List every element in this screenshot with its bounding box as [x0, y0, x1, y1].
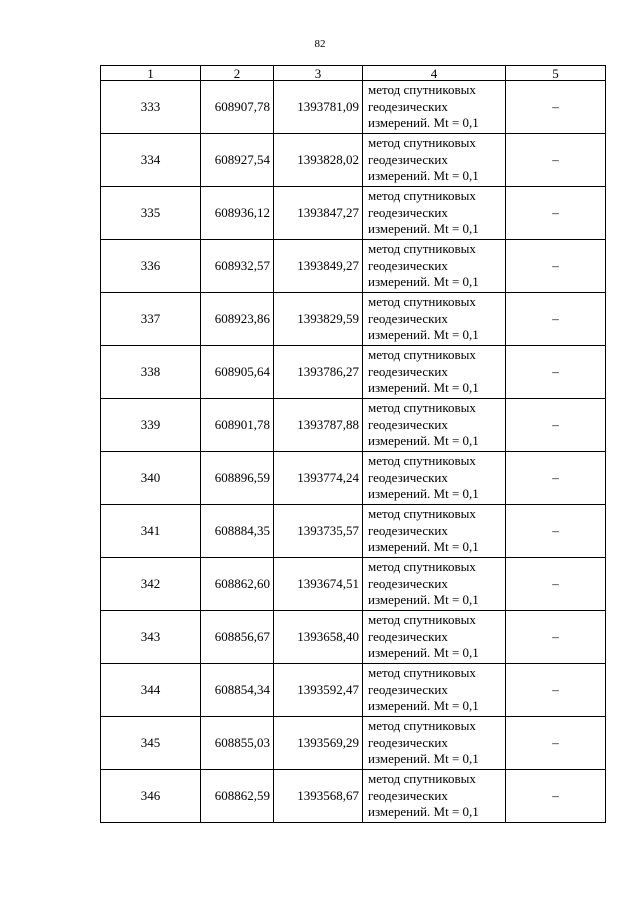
- method-text-line: измерений. Mt = 0,1: [368, 592, 479, 607]
- point-number-cell: 346: [101, 770, 201, 823]
- table-row: [101, 240, 606, 293]
- point-number-cell: 333: [101, 81, 201, 134]
- method-text-line: измерений. Mt = 0,1: [368, 486, 479, 501]
- table-row: [101, 81, 606, 134]
- method-text-line: геодезических: [368, 681, 448, 697]
- method-text-line: метод спутниковых: [368, 347, 476, 362]
- method-text-line: метод спутниковых: [368, 453, 476, 468]
- method-text-line: измерений. Mt = 0,1: [368, 645, 479, 660]
- method-text-line: метод спутниковых: [368, 718, 476, 733]
- method-text-line: геодезических: [368, 257, 448, 273]
- method-text-line: измерений. Mt = 0,1: [368, 539, 479, 554]
- note-cell: –: [506, 505, 606, 558]
- y-coordinate-cell: 1393735,57: [274, 505, 363, 558]
- y-coordinate-cell: 1393592,47: [274, 664, 363, 717]
- x-coordinate-cell: 608856,67: [201, 611, 274, 664]
- note-cell: –: [506, 293, 606, 346]
- x-coordinate-cell: 608862,59: [201, 770, 274, 823]
- column-header: 1: [101, 66, 201, 81]
- y-coordinate-cell: 1393674,51: [274, 558, 363, 611]
- column-header: 4: [363, 66, 506, 81]
- method-cell: [363, 717, 506, 770]
- method-text-line: измерений. Mt = 0,1: [368, 327, 479, 342]
- x-coordinate-cell: 608936,12: [201, 187, 274, 240]
- method-text-line: геодезических: [368, 522, 448, 538]
- y-coordinate-cell: 1393849,27: [274, 240, 363, 293]
- point-number-cell: 334: [101, 134, 201, 187]
- y-coordinate-cell: 1393787,88: [274, 399, 363, 452]
- point-number-cell: 341: [101, 505, 201, 558]
- note-cell: –: [506, 717, 606, 770]
- x-coordinate-cell: 608923,86: [201, 293, 274, 346]
- note-cell: –: [506, 664, 606, 717]
- table-row: [101, 505, 606, 558]
- method-text-line: геодезических: [368, 98, 448, 114]
- note-cell: –: [506, 187, 606, 240]
- method-text-line: геодезических: [368, 469, 448, 485]
- table-row: [101, 770, 606, 823]
- method-cell: [363, 505, 506, 558]
- y-coordinate-cell: 1393774,24: [274, 452, 363, 505]
- method-text-line: метод спутниковых: [368, 559, 476, 574]
- y-coordinate-cell: 1393568,67: [274, 770, 363, 823]
- column-header: 2: [201, 66, 274, 81]
- table-row: [101, 611, 606, 664]
- method-text-line: геодезических: [368, 787, 448, 803]
- x-coordinate-cell: 608907,78: [201, 81, 274, 134]
- method-text-line: метод спутниковых: [368, 294, 476, 309]
- point-number-cell: 335: [101, 187, 201, 240]
- x-coordinate-cell: 608854,34: [201, 664, 274, 717]
- table-row: [101, 346, 606, 399]
- point-number-cell: 343: [101, 611, 201, 664]
- note-cell: –: [506, 399, 606, 452]
- method-text-line: метод спутниковых: [368, 241, 476, 256]
- x-coordinate-cell: 608927,54: [201, 134, 274, 187]
- note-cell: –: [506, 134, 606, 187]
- column-header: 3: [274, 66, 363, 81]
- table-row: [101, 399, 606, 452]
- page-number: 82: [314, 38, 326, 50]
- note-cell: –: [506, 770, 606, 823]
- method-cell: [363, 81, 506, 134]
- column-header: 5: [506, 66, 606, 81]
- method-cell: [363, 611, 506, 664]
- method-text-line: геодезических: [368, 151, 448, 167]
- point-number-cell: 340: [101, 452, 201, 505]
- point-number-cell: 338: [101, 346, 201, 399]
- method-text-line: метод спутниковых: [368, 188, 476, 203]
- method-text-line: метод спутниковых: [368, 612, 476, 627]
- table-header-row: [101, 66, 606, 81]
- y-coordinate-cell: 1393658,40: [274, 611, 363, 664]
- method-text-line: измерений. Mt = 0,1: [368, 380, 479, 395]
- y-coordinate-cell: 1393847,27: [274, 187, 363, 240]
- point-number-cell: 342: [101, 558, 201, 611]
- method-text-line: измерений. Mt = 0,1: [368, 115, 479, 130]
- method-cell: [363, 240, 506, 293]
- x-coordinate-cell: 608896,59: [201, 452, 274, 505]
- y-coordinate-cell: 1393781,09: [274, 81, 363, 134]
- point-number-cell: 336: [101, 240, 201, 293]
- point-number-cell: 339: [101, 399, 201, 452]
- y-coordinate-cell: 1393786,27: [274, 346, 363, 399]
- table-row: [101, 293, 606, 346]
- note-cell: –: [506, 452, 606, 505]
- method-text-line: измерений. Mt = 0,1: [368, 433, 479, 448]
- x-coordinate-cell: 608901,78: [201, 399, 274, 452]
- table-row: [101, 558, 606, 611]
- point-number-cell: 345: [101, 717, 201, 770]
- point-number-cell: 337: [101, 293, 201, 346]
- x-coordinate-cell: 608905,64: [201, 346, 274, 399]
- method-text-line: метод спутниковых: [368, 665, 476, 680]
- note-cell: –: [506, 240, 606, 293]
- x-coordinate-cell: 608884,35: [201, 505, 274, 558]
- method-cell: [363, 293, 506, 346]
- table-row: [101, 664, 606, 717]
- x-coordinate-cell: 608932,57: [201, 240, 274, 293]
- method-text-line: геодезических: [368, 628, 448, 644]
- method-text-line: измерений. Mt = 0,1: [368, 221, 479, 236]
- method-text-line: геодезических: [368, 734, 448, 750]
- method-text-line: геодезических: [368, 575, 448, 591]
- method-text-line: измерений. Mt = 0,1: [368, 274, 479, 289]
- method-text-line: измерений. Mt = 0,1: [368, 168, 479, 183]
- method-text-line: геодезических: [368, 416, 448, 432]
- point-number-cell: 344: [101, 664, 201, 717]
- method-text-line: геодезических: [368, 310, 448, 326]
- table-row: [101, 717, 606, 770]
- y-coordinate-cell: 1393828,02: [274, 134, 363, 187]
- x-coordinate-cell: 608855,03: [201, 717, 274, 770]
- method-text-line: метод спутниковых: [368, 82, 476, 97]
- note-cell: –: [506, 558, 606, 611]
- method-cell: [363, 558, 506, 611]
- method-cell: [363, 770, 506, 823]
- method-cell: [363, 134, 506, 187]
- note-cell: –: [506, 611, 606, 664]
- x-coordinate-cell: 608862,60: [201, 558, 274, 611]
- table-row: [101, 134, 606, 187]
- method-text-line: измерений. Mt = 0,1: [368, 698, 479, 713]
- method-text-line: измерений. Mt = 0,1: [368, 751, 479, 766]
- table-row: [101, 452, 606, 505]
- method-cell: [363, 399, 506, 452]
- table-body: [101, 81, 606, 823]
- note-cell: –: [506, 346, 606, 399]
- method-text-line: измерений. Mt = 0,1: [368, 804, 479, 819]
- method-text-line: метод спутниковых: [368, 771, 476, 786]
- table-row: [101, 187, 606, 240]
- coordinates-table: [100, 65, 606, 823]
- method-cell: [363, 187, 506, 240]
- method-text-line: геодезических: [368, 204, 448, 220]
- note-cell: –: [506, 81, 606, 134]
- method-text-line: метод спутниковых: [368, 135, 476, 150]
- method-text-line: метод спутниковых: [368, 400, 476, 415]
- method-cell: [363, 346, 506, 399]
- y-coordinate-cell: 1393829,59: [274, 293, 363, 346]
- method-cell: [363, 664, 506, 717]
- y-coordinate-cell: 1393569,29: [274, 717, 363, 770]
- method-cell: [363, 452, 506, 505]
- method-text-line: геодезических: [368, 363, 448, 379]
- method-text-line: метод спутниковых: [368, 506, 476, 521]
